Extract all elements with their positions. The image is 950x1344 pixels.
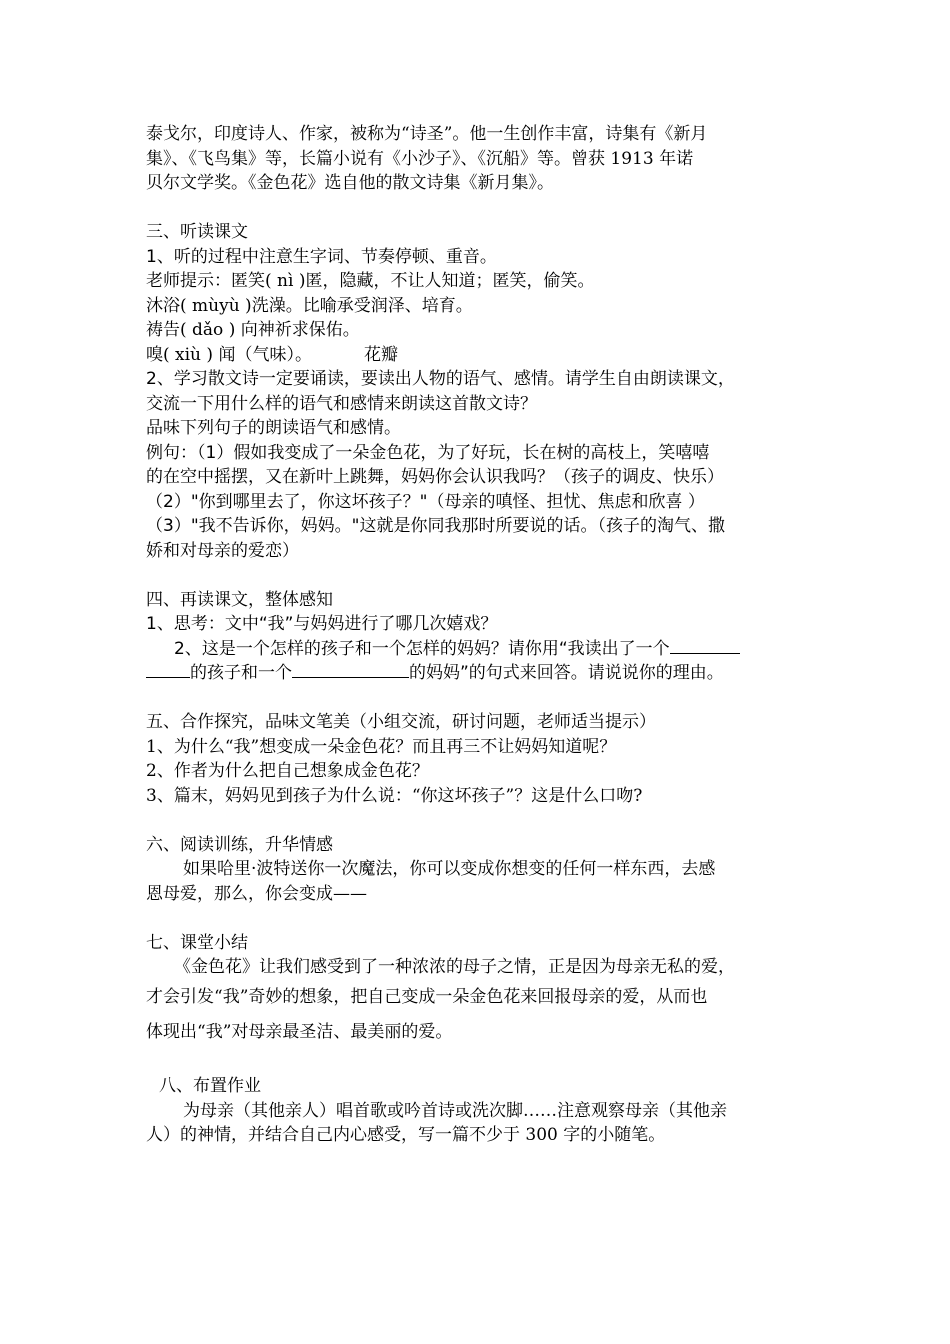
section-6-title: 六、阅读训练，升华情感 <box>146 834 333 855</box>
vocab-huaban: 花瓣 <box>363 344 398 365</box>
fill-blank <box>670 638 740 654</box>
spacer <box>146 563 810 588</box>
section-4-line <box>146 637 810 662</box>
question-text: 的孩子和一个 <box>190 663 292 683</box>
spacer <box>146 196 810 221</box>
fill-blank <box>146 662 190 678</box>
section-6-line: 恩母爱，那么，你会变成—— <box>146 883 367 904</box>
example-line: 例句：（1）假如我变成了一朵金色花，为了好玩，长在树的高枝上，笑嘻嘻 <box>146 442 710 463</box>
section-3-line <box>146 343 810 368</box>
intro-line-1: 泰戈尔，印度诗人、作家，被称为“诗圣”。他一生创作丰富，诗集有《新月 <box>146 124 708 144</box>
section-8-title: 八、布置作业 <box>159 1076 261 1096</box>
spacer <box>146 686 810 711</box>
section-8-line: 人）的神情，并结合自己内心感受，写一篇不少于 300 字的小随笔。 <box>146 1125 666 1145</box>
example-line: （3）"我不告诉你，妈妈。"这就是你同我那时所要说的话。（孩子的淘气、撒 <box>146 516 725 536</box>
section-3-line: 沐浴( mùyù )洗澡。比喻承受润泽、培育。 <box>146 295 473 316</box>
section-3-line: 1、听的过程中注意生字词、节奏停顿、重音。 <box>146 246 497 267</box>
section-3-title: 三、听读课文 <box>146 222 248 242</box>
section-7-line: 体现出“我”对母亲最圣洁、最美丽的爱。 <box>146 1021 453 1042</box>
section-3-line: 品味下列句子的朗读语气和感情。 <box>146 418 401 438</box>
intro-line-2: 集》、《飞鸟集》等，长篇小说有《小沙子》、《沉船》等。曾获 1913 年诺 <box>146 148 694 169</box>
example-line: 的在空中摇摆，又在新叶上跳舞，妈妈你会认识我吗？（孩子的调皮、快乐） <box>146 467 724 487</box>
section-3-line: 交流一下用什么样的语气和感情来朗读这首散文诗？ <box>146 393 537 414</box>
vocab-xiu: 嗅( xiù ) 闻（气味）。 <box>146 344 312 365</box>
section-5-line: 1、为什么“我”想变成一朵金色花？而且再三不让妈妈知道呢？ <box>146 736 617 757</box>
intro-line-3: 贝尔文学奖。《金色花》选自他的散文诗集《新月集》。 <box>146 173 554 193</box>
section-5-line: 3、篇末，妈妈见到孩子为什么说：“你这坏孩子”？这是什么口吻? <box>146 785 643 806</box>
section-8-line: 为母亲（其他亲人）唱首歌或吟首诗或洗次脚……注意观察母亲（其他亲 <box>183 1100 727 1121</box>
section-4-title: 四、再读课文，整体感知 <box>146 589 333 610</box>
section-7-line: 才会引发“我”奇妙的想象，把自己变成一朵金色花来回报母亲的爱，从而也 <box>146 986 708 1007</box>
question-text: 的妈妈”的句式来回答。请说说你的理由。 <box>409 663 724 683</box>
spacer <box>146 808 810 833</box>
spacer <box>146 906 810 931</box>
fill-blank <box>292 662 409 678</box>
section-5-title: 五、合作探究，品味文笔美（小组交流，研讨问题，老师适当提示） <box>146 712 656 732</box>
section-4-line <box>146 661 810 686</box>
section-5-line: 2、作者为什么把自己想象成金色花？ <box>146 761 429 781</box>
section-3-line: 2、学习散文诗一定要诵读，要读出人物的语气、感情。请学生自由朗读课文， <box>146 369 735 389</box>
example-line: 娇和对母亲的爱恋） <box>146 540 299 561</box>
section-7-line: 《金色花》让我们感受到了一种浓浓的母子之情，正是因为母亲无私的爱， <box>174 957 735 977</box>
section-6-line: 如果哈里·波特送你一次魔法，你可以变成你想变的任何一样东西，去感 <box>183 859 716 879</box>
document-page <box>146 122 810 1148</box>
section-3-line: 老师提示：匿笑( nì )匿，隐藏，不让人知道；匿笑，偷笑。 <box>146 271 595 291</box>
section-7-title: 七、课堂小结 <box>146 932 248 953</box>
section-4-line: 1、思考：文中“我”与妈妈进行了哪几次嬉戏？ <box>146 614 498 634</box>
question-text: 2、这是一个怎样的孩子和一个怎样的妈妈？请你用“我读出了一个 <box>174 638 670 659</box>
example-line: （2）"你到哪里去了，你这坏孩子？"（母亲的嗔怪、担忧、焦虑和欣喜 ） <box>146 491 705 512</box>
spacer <box>146 1050 810 1075</box>
section-3-line: 祷告( dǎo ) 向神祈求保佑。 <box>146 320 360 340</box>
